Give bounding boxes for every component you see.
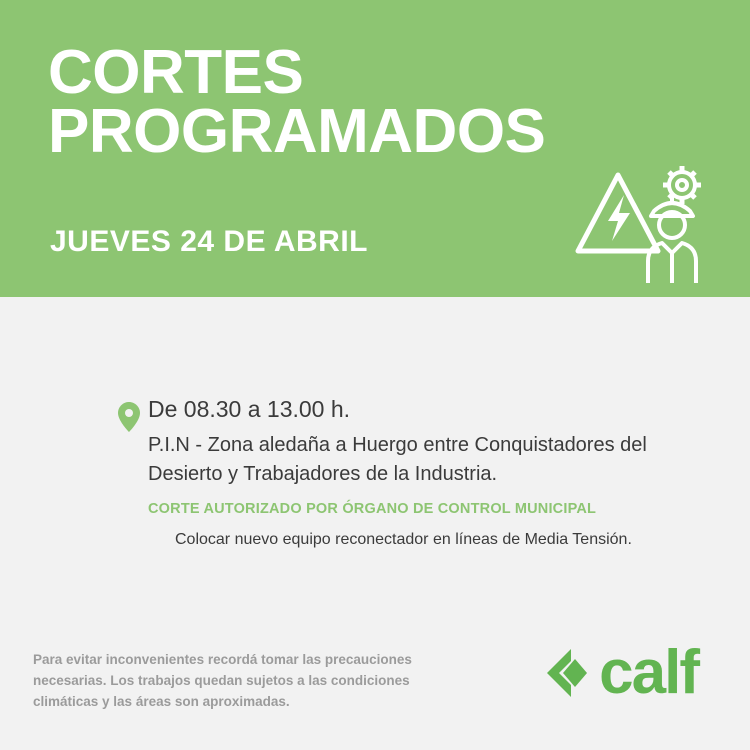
footer-note: Para evitar inconvenientes recordá tomar las precauciones necesarias. Los trabajos quedan sujetos a las condiciones climáticas y las áreas son aproximadas. [33,652,412,709]
outage-authorization: CORTE AUTORIZADO POR ÓRGANO DE CONTROL MUNICIPAL [148,500,597,517]
calf-logo [541,638,698,707]
poster-header [0,0,750,297]
page-title [48,38,546,166]
outage-entry [0,297,750,551]
location-pin-icon [118,402,140,432]
calf-logo-text: calf [599,638,698,707]
electric-hazard-worker-icon [574,159,714,289]
page-title-line2: PROGRAMADOS [48,96,546,166]
outage-date: JUEVES 24 DE ABRIL [50,225,368,258]
outage-zone: P.I.N - Zona aledaña a Huergo entre Conquistadores del Desierto y Trabajadores de la Industria. [148,433,647,485]
poster-footer [0,630,750,750]
outage-time: De 08.30 a 13.00 h. [148,396,351,422]
outage-detail: Colocar nuevo equipo reconectador en líneas de Media Tensión. [175,530,632,548]
page-title-line1: CORTES [48,38,304,107]
poster-content [0,297,750,551]
calf-logo-icon [541,647,593,699]
